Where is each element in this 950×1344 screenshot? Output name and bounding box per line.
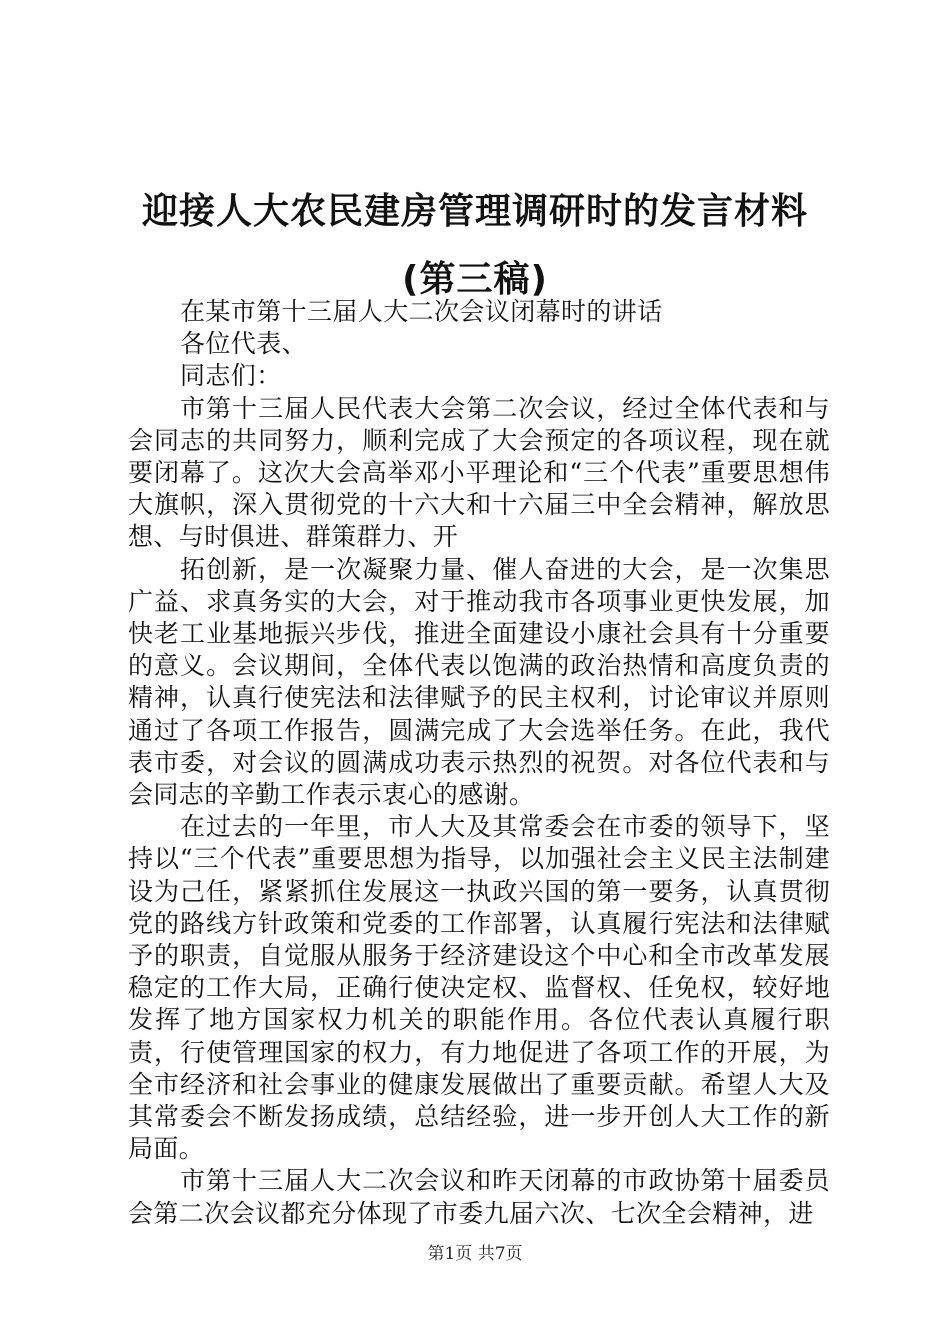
paragraph-salutation-2: 同志们：	[180, 361, 282, 391]
paragraph-speech-heading: 在某市第十三届人大二次会议闭幕时的讲话	[180, 297, 663, 326]
page-number-footer: 第1页 共7页	[427, 1244, 523, 1264]
paragraph-body-4: 市第十三届人大二次会议和昨天闭幕的市政协第十届委员会第二次会议都充分体现了市委九届六次、七次全会精神，进	[128, 1166, 830, 1228]
paragraph-body-2: 拓创新，是一次凝聚力量、催人奋进的大会，是一次集思广益、求真务实的大会，对于推动我市各项事业更快发展，加快老工业基地振兴步伐，推进全面建设小康社会具有十分重要的意义。会议期间，全体代表以饱满的政治热情和高度负责的精神，认真行使宪法和法律赋予的民主权利，讨论审议并原则通过了各项工作报告，圆满完成了大会选举任务。在此，我代表市委，对会议的圆满成功表示热烈的祝贺。对各位代表和与会同志的辛勤工作表示衷心的感谢。	[128, 554, 830, 810]
paragraph-body-3: 在过去的一年里，市人大及其常委会在市委的领导下，坚持以“三个代表”重要思想为指导，以加强社会主义民主法制建设为己任，紧紧抓住发展这一执政兴国的第一要务，认真贯彻党的路线方针政策和党委的工作部署，认真履行宪法和法律赋予的职责，自觉服从服务于经济建设这个中心和全市改革发展稳定的工作大局，正确行使决定权、监督权、任免权，较好地发挥了地方国家权力机关的职能作用。各位代表认真履行职责，行使管理国家的权力，有力地促进了各项工作的开展，为全市经济和社会事业的健康发展做出了重要贡献。希望人大及其常委会不断发扬成绩，总结经验，进一步开创人大工作的新局面。	[128, 812, 830, 1164]
document-body	[128, 296, 830, 1230]
document-title: 迎接人大农民建房管理调研时的发言材料(第三稿)	[141, 191, 808, 300]
paragraph-salutation-1: 各位代表、	[180, 329, 308, 359]
paragraph-body-1: 市第十三届人民代表大会第二次会议，经过全体代表和与会同志的共同努力，顺利完成了大会预定的各项议程，现在就要闭幕了。这次大会高举邓小平理论和“三个代表”重要思想伟大旗帜，深入贯彻党的十六大和十六届三中全会精神，解放思想、与时俱进、群策群力、开	[128, 393, 830, 552]
